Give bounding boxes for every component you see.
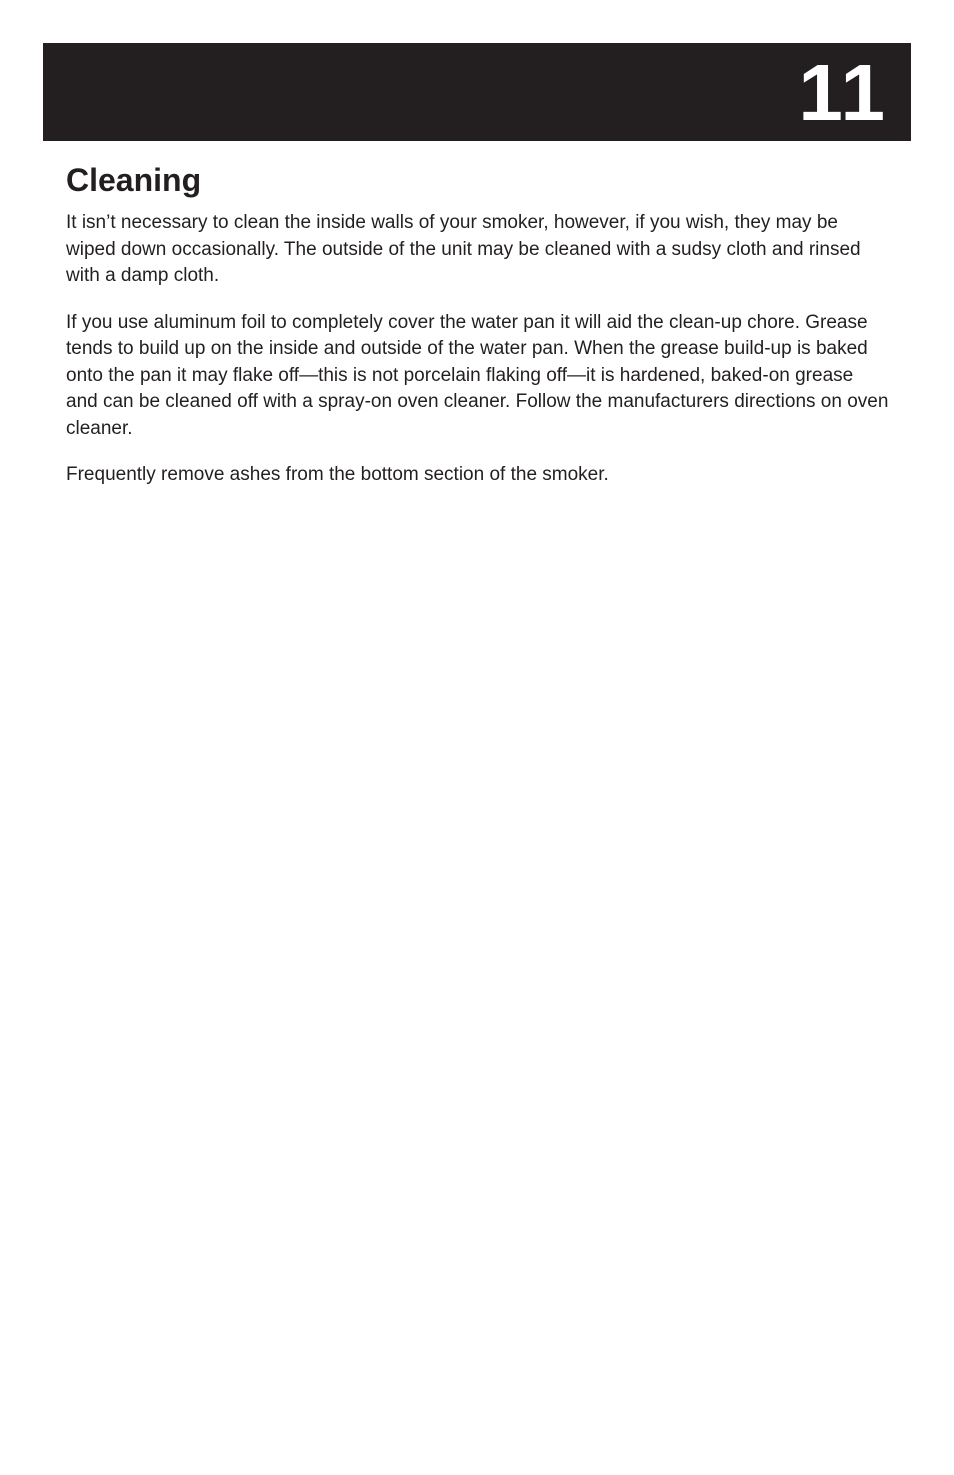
section-title: Cleaning xyxy=(66,162,202,198)
page-number: 11 xyxy=(798,48,887,137)
page-header-band xyxy=(43,43,911,141)
page-content xyxy=(66,160,890,509)
paragraph-water-pan: If you use aluminum foil to completely cover the water pan it will aid the clean-up chore. Grease tends to build up on the inside and outside of the water pan. When the grease build-up is baked onto the pan it may flake off—this is not porcelain flaking off—it is hardened, baked-on grease and can be cleaned off with a spray-on oven cleaner. Follow the manufacturers directions on oven cleaner. xyxy=(66,311,889,439)
paragraph-inside-walls: It isn’t necessary to clean the inside walls of your smoker, however, if you wish, they may be wiped down occasionally. The outside of the unit may be cleaned with a sudsy cloth and rinsed with a damp cloth. xyxy=(66,212,861,286)
paragraph-ashes: Frequently remove ashes from the bottom section of the smoker. xyxy=(66,464,609,485)
